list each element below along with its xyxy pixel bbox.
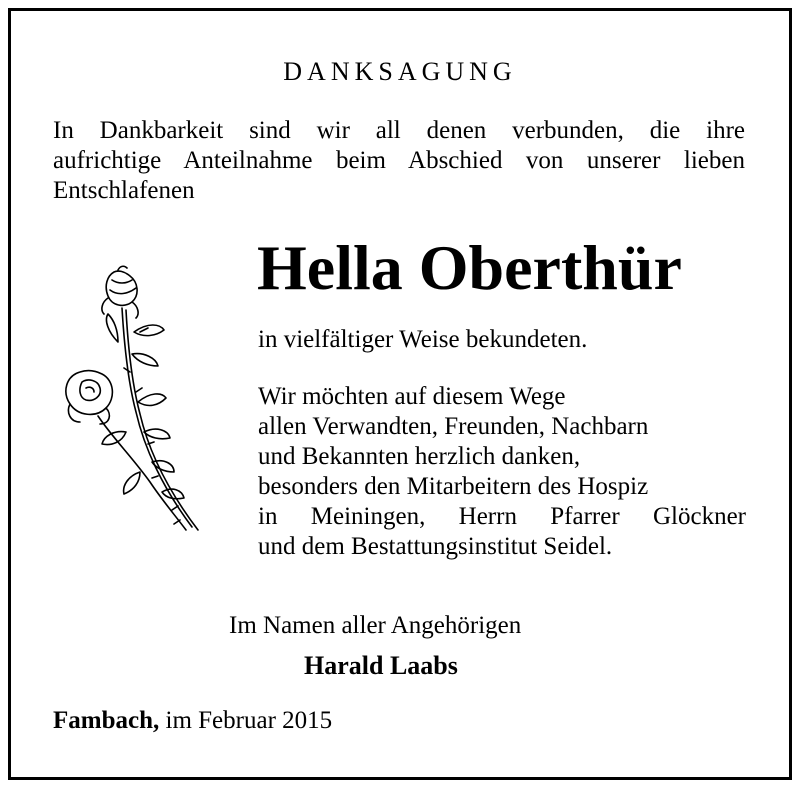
date: im Februar 2015 — [165, 707, 333, 734]
thanks-line: besonders den Mitarbeitern des Hospiz — [258, 473, 649, 500]
thanks-text — [258, 382, 746, 562]
notice-heading: DANKSAGUNG — [283, 57, 517, 86]
thanks-line: und dem Bestattungsinstitut Seidel. — [258, 533, 613, 560]
place-date — [53, 706, 332, 736]
place: Fambach, — [53, 707, 160, 734]
rose-illustration-icon — [52, 262, 217, 542]
signoff-text: Im Namen aller Angehörigen — [229, 612, 522, 639]
thanks-line: Wir möchten auf diesem Wege — [258, 383, 566, 410]
signer-name: Harald Laabs — [304, 651, 458, 680]
intro-text — [53, 116, 745, 206]
thanks-line: allen Verwandten, Freunden, Nachbarn — [258, 413, 649, 440]
thanks-line: in Meiningen, Herrn Pfarrer Glöckner — [258, 503, 746, 530]
deceased-name: Hella Oberthür — [257, 232, 682, 303]
thanks-line: und Bekannten herzlich danken, — [258, 443, 581, 470]
notice-clause: in vielfältiger Weise bekundeten. — [258, 326, 588, 353]
intro-line: In Dankbarkeit sind wir all denen verbunden, die ihre — [53, 117, 745, 144]
intro-line: aufrichtige Anteilnahme beim Abschied von unserer lieben — [53, 147, 745, 174]
intro-line: Entschlafenen — [53, 177, 195, 204]
